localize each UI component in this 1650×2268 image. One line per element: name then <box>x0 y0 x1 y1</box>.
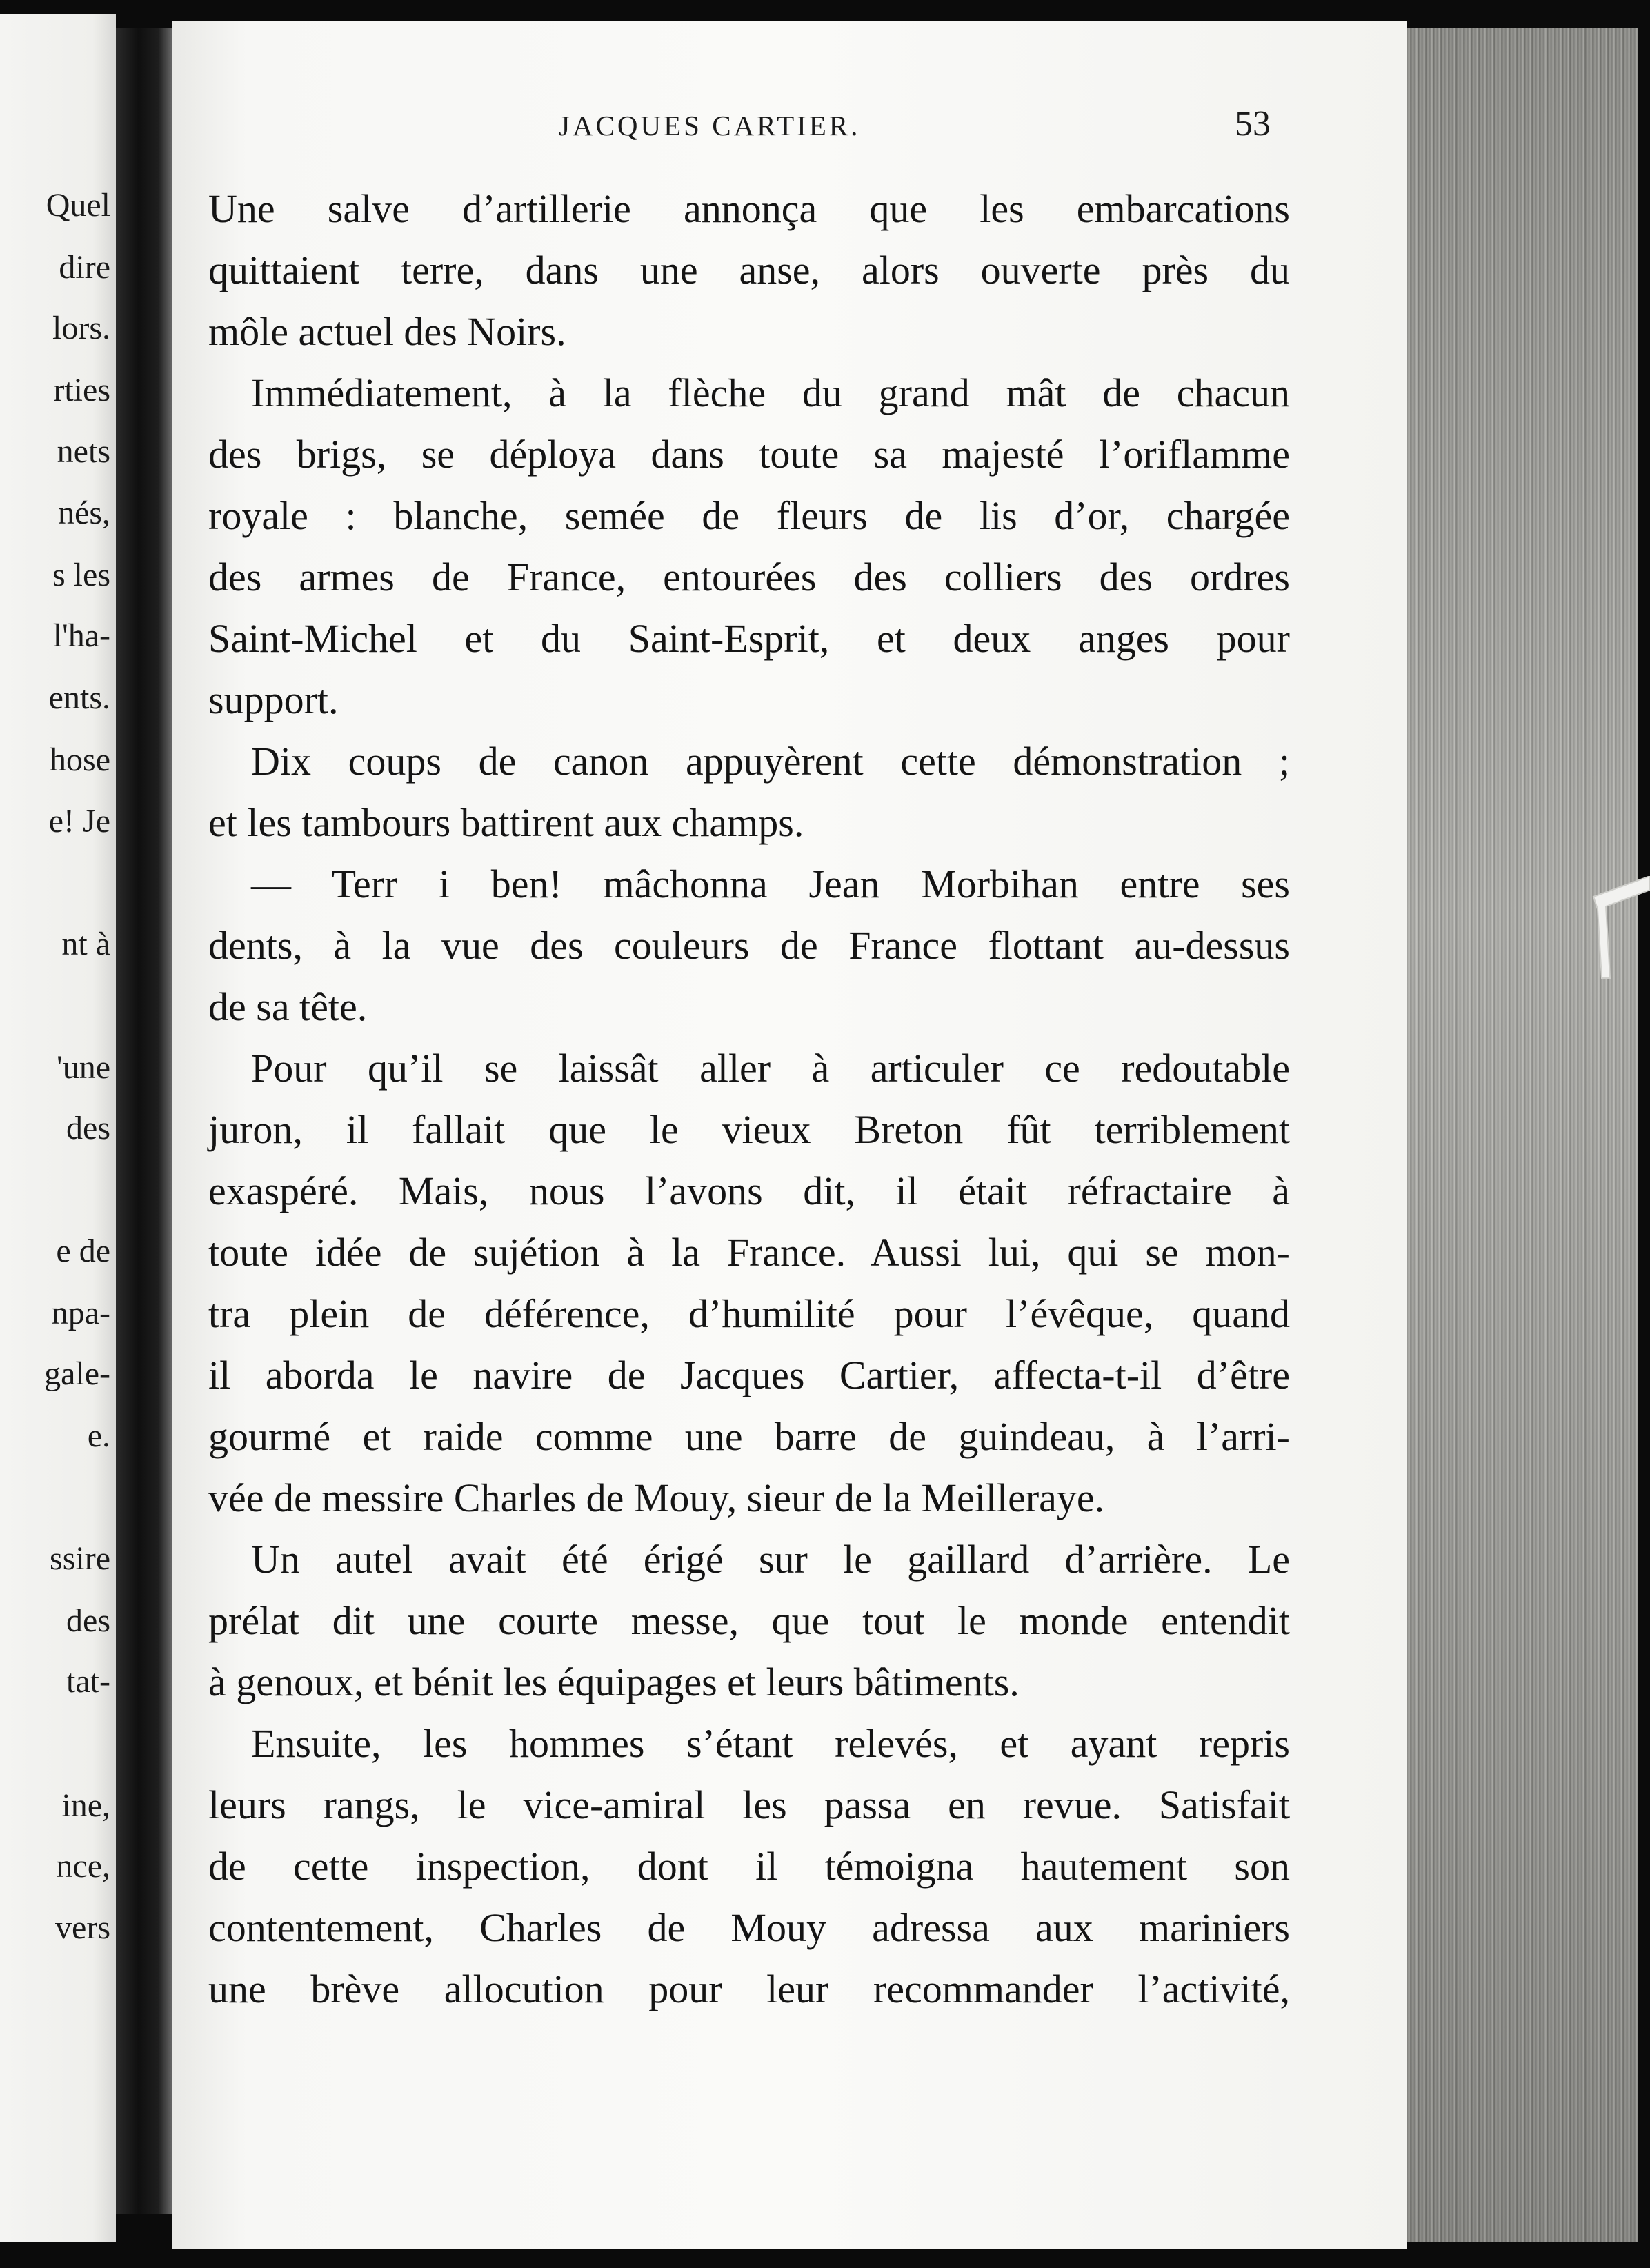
left-page-text-fragment: tat- <box>66 1663 110 1700</box>
left-page-text-fragment: e! Je <box>48 803 110 839</box>
text-line: dents, à la vue des couleurs de France flottant au-dessus <box>208 923 1290 968</box>
left-page-text-fragment: ine, <box>61 1787 110 1824</box>
page-number: 53 <box>1235 104 1271 143</box>
left-page-text-fragment: l'ha- <box>52 617 110 654</box>
left-facing-page <box>0 14 116 2242</box>
text-line: Immédiatement, à la flèche du grand mât de chacun <box>251 370 1290 415</box>
text-line: Pour qu’il se laissât aller à articuler ce redoutable <box>251 1046 1290 1091</box>
text-line: une brève allocution pour leur recommander l’activité, <box>208 1967 1290 2011</box>
left-page-text-fragment: des <box>66 1110 110 1146</box>
left-page-text-fragment: ssire <box>50 1540 110 1577</box>
text-line: royale : blanche, semée de fleurs de lis d’or, chargée <box>208 493 1290 538</box>
left-page-text-fragment: npa- <box>51 1295 110 1331</box>
text-line: quittaient terre, dans une anse, alors ouverte près du <box>208 248 1290 292</box>
text-line: exaspéré. Mais, nous l’avons dit, il était réfractaire à <box>208 1168 1290 1213</box>
text-line: à genoux, et bénit les équipages et leurs bâtiments. <box>208 1660 1020 1704</box>
bookmark-ribbon-icon <box>1587 876 1650 979</box>
text-line: il aborda le navire de Jacques Cartier, affecta-t-il d’être <box>208 1353 1290 1397</box>
text-line: Ensuite, les hommes s’étant relevés, et ayant repris <box>251 1721 1290 1766</box>
left-page-text-fragment: e. <box>87 1418 110 1454</box>
text-line: des brigs, se déploya dans toute sa majesté l’oriflamme <box>208 432 1290 477</box>
left-page-text-fragment: nés, <box>58 495 110 531</box>
left-page-text-fragment: hose <box>50 742 110 778</box>
left-page-text-fragment: gale- <box>44 1355 110 1392</box>
running-head: JACQUES CARTIER. <box>559 110 861 141</box>
left-page-text-fragment: nce, <box>56 1848 110 1884</box>
left-page-text-fragment: Quel <box>46 187 110 223</box>
left-page-text-fragment: rties <box>53 372 110 408</box>
text-line: gourmé et raide comme une barre de guindeau, à l’arri- <box>208 1414 1290 1459</box>
book-gutter <box>116 28 172 2214</box>
text-line: prélat dit une courte messe, que tout le monde entendit <box>208 1598 1290 1643</box>
left-page-text-fragment: 'une <box>57 1049 110 1086</box>
text-line: et les tambours battirent aux champs. <box>208 800 804 845</box>
text-line: — Terr i ben! mâchonna Jean Morbihan entre ses <box>251 862 1290 906</box>
body-text <box>208 178 1290 2020</box>
text-line: Un autel avait été érigé sur le gaillard d’arrière. Le <box>251 1537 1290 1582</box>
left-page-text-fragment: nt à <box>61 926 110 962</box>
text-line: môle actuel des Noirs. <box>208 309 566 354</box>
text-line: support. <box>208 677 339 722</box>
left-page-text-fragment: nets <box>57 433 110 470</box>
left-page-text-fragment: e de <box>56 1233 110 1269</box>
left-page-text-fragment: ents. <box>48 679 110 716</box>
text-line: Saint-Michel et du Saint-Esprit, et deux anges pour <box>208 616 1290 661</box>
left-page-text-fragment: lors. <box>52 310 110 346</box>
text-line: toute idée de sujétion à la France. Aussi lui, qui se mon- <box>208 1230 1290 1275</box>
text-line: des armes de France, entourées des colliers des ordres <box>208 555 1290 599</box>
text-line: Dix coups de canon appuyèrent cette démonstration ; <box>251 739 1290 784</box>
left-page-text-fragment: vers <box>55 1909 110 1946</box>
page-edge <box>1407 28 1638 2242</box>
left-page-text-fragment: s les <box>52 557 110 593</box>
text-line: de sa tête. <box>208 984 368 1029</box>
text-line: tra plein de déférence, d’humilité pour l’évêque, quand <box>208 1291 1290 1336</box>
left-page-text-fragment: dire <box>59 249 110 286</box>
text-line: de cette inspection, dont il témoigna hautement son <box>208 1844 1290 1889</box>
text-line: juron, il fallait que le vieux Breton fût terriblement <box>208 1107 1290 1152</box>
left-page-text-fragment: des <box>66 1602 110 1639</box>
text-line: contentement, Charles de Mouy adressa aux mariniers <box>208 1905 1290 1950</box>
text-line: leurs rangs, le vice-amiral les passa en revue. Satisfait <box>208 1782 1290 1827</box>
text-line: vée de messire Charles de Mouy, sieur de la Meilleraye. <box>208 1475 1105 1520</box>
text-line: Une salve d’artillerie annonça que les embarcations <box>208 186 1290 231</box>
